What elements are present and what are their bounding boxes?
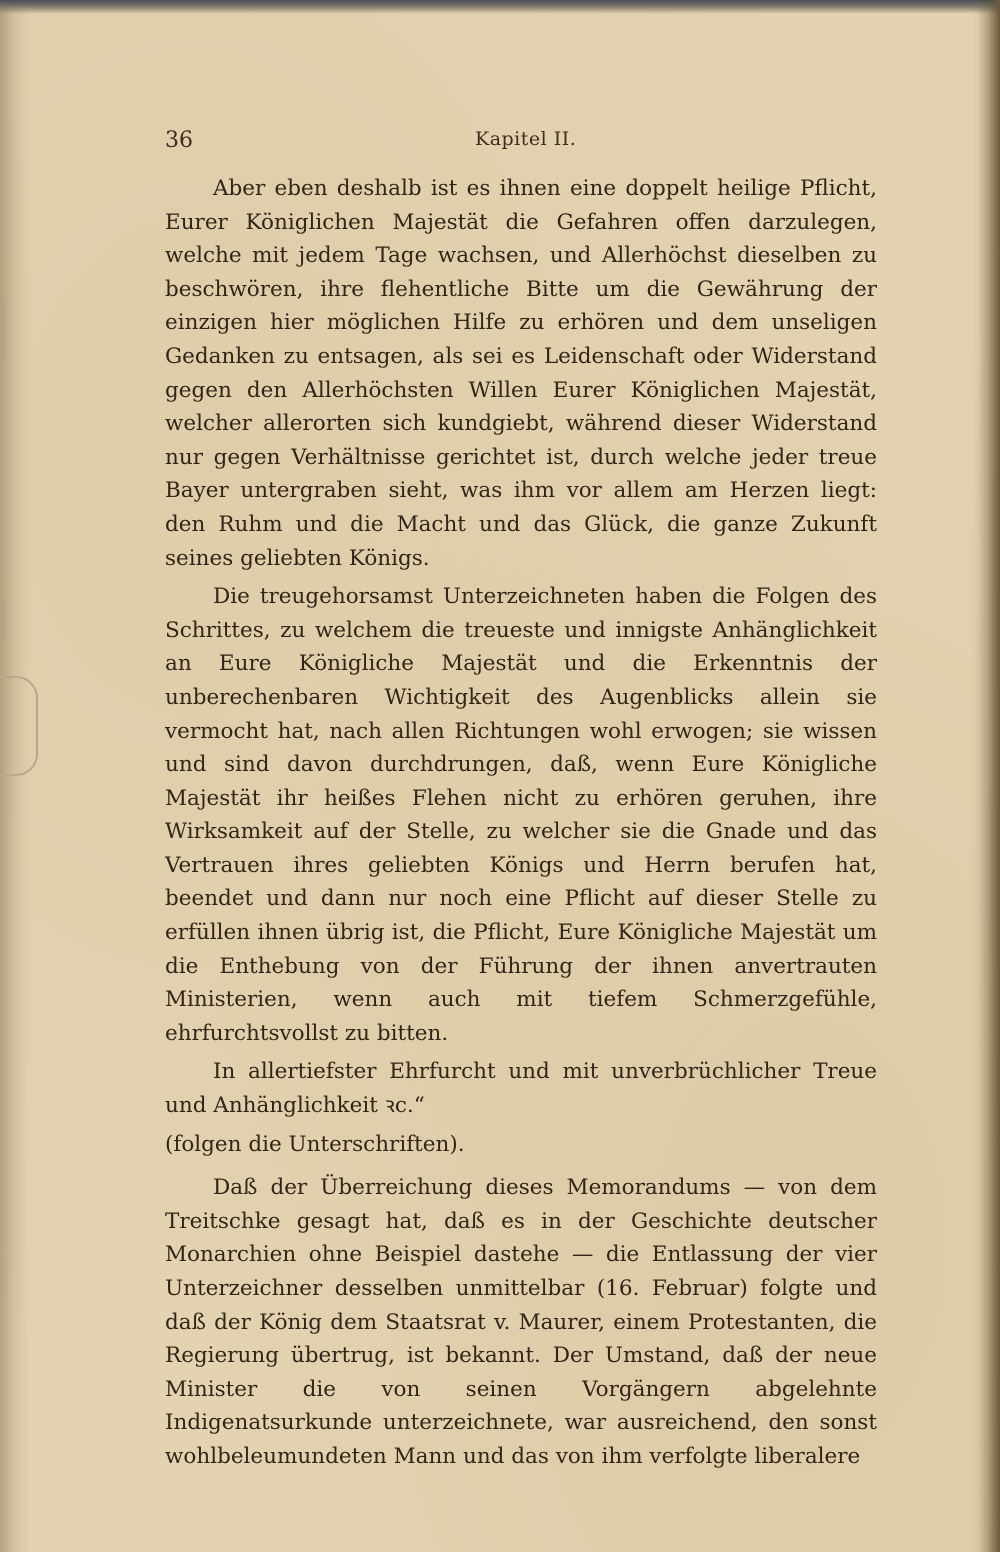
- page-right-edge: [978, 0, 1000, 1552]
- running-head: Kapitel II.: [475, 128, 577, 150]
- paragraph: Die treugehorsamst Unterzeichneten haben die Folgen des Schrittes, zu welchem die treueste und innigste Anhänglichkeit an Eure Königliche Majestät und die Erkenntnis der unberechenbaren Wichtigkeit des Augenblicks allein sie vermocht hat, nach allen Richtungen wohl erwogen; sie wissen und sind davon durchdrungen, daß, wenn Eure Königliche Majestät ihr heißes Flehen nicht zu erhören geruhen, ihre Wirksamkeit auf der Stelle, zu welcher sie die Gnade und das Vertrauen ihres geliebten Königs und Herrn berufen hat, beendet und dann nur noch eine Pflicht auf dieser Stelle zu erfüllen ihnen übrig ist, die Pflicht, Eure Königliche Majestät um die Enthebung von der Führung der ihnen anvertrauten Ministerien, wenn auch mit tiefem Schmerzgefühle, ehrfurchtsvollst zu bitten.: [165, 584, 877, 1046]
- page-number: 36: [165, 128, 193, 153]
- page-top-edge: [0, 0, 1000, 14]
- paragraph: In allertiefster Ehrfurcht und mit unverbrüchlicher Treue und Anhänglichkeit ꝛc.“: [165, 1059, 877, 1119]
- page-header: [165, 128, 875, 160]
- page-edge-shadow: [0, 0, 30, 1552]
- body-text: [165, 172, 877, 1479]
- paragraph: Daß der Überreichung dieses Memorandums — von dem Treitschke gesagt hat, daß es in der Geschichte deutscher Monarchien ohne Beispiel dastehe — die Entlassung der vier Unterzeichner desselben unmittelbar (16. Februar) folgte und daß der König dem Staatsrat v. Maurer, einem Protestanten, die Regierung übertrug, ist bekannt. Der Umstand, daß der neue Minister die von seinen Vorgängern abgelehnte Indigenatsurkunde unterzeichnete, war ausreichend, den sonst wohlbeleumundeten Mann und das von ihm verfolgte liberalere: [165, 1175, 877, 1469]
- page-margin-mark: [2, 600, 4, 640]
- signature-line: (folgen die Unterschriften).: [165, 1131, 465, 1157]
- page-margin-mark: [2, 300, 4, 360]
- paragraph: Aber eben deshalb ist es ihnen eine doppelt heilige Pflicht, Eurer Königlichen Majestät die Gefahren offen darzulegen, welche mit jedem Tage wachsen, und Allerhöchst dieselben zu beschwören, ihre flehentliche Bitte um die Gewährung der einzigen hier möglichen Hilfe zu erhören und dem unseligen Gedanken zu entsagen, als sei es Leidenschaft oder Widerstand gegen den Allerhöchsten Willen Eurer Königlichen Majestät, welcher allerorten sich kundgiebt, während dieser Widerstand nur gegen Verhältnisse gerichtet ist, durch welche jeder treue Bayer untergraben sieht, was ihm vor allem am Herzen liegt: den Ruhm und die Macht und das Glück, die ganze Zukunft seines geliebten Königs.: [165, 176, 877, 571]
- page-tab-mark: [0, 676, 38, 776]
